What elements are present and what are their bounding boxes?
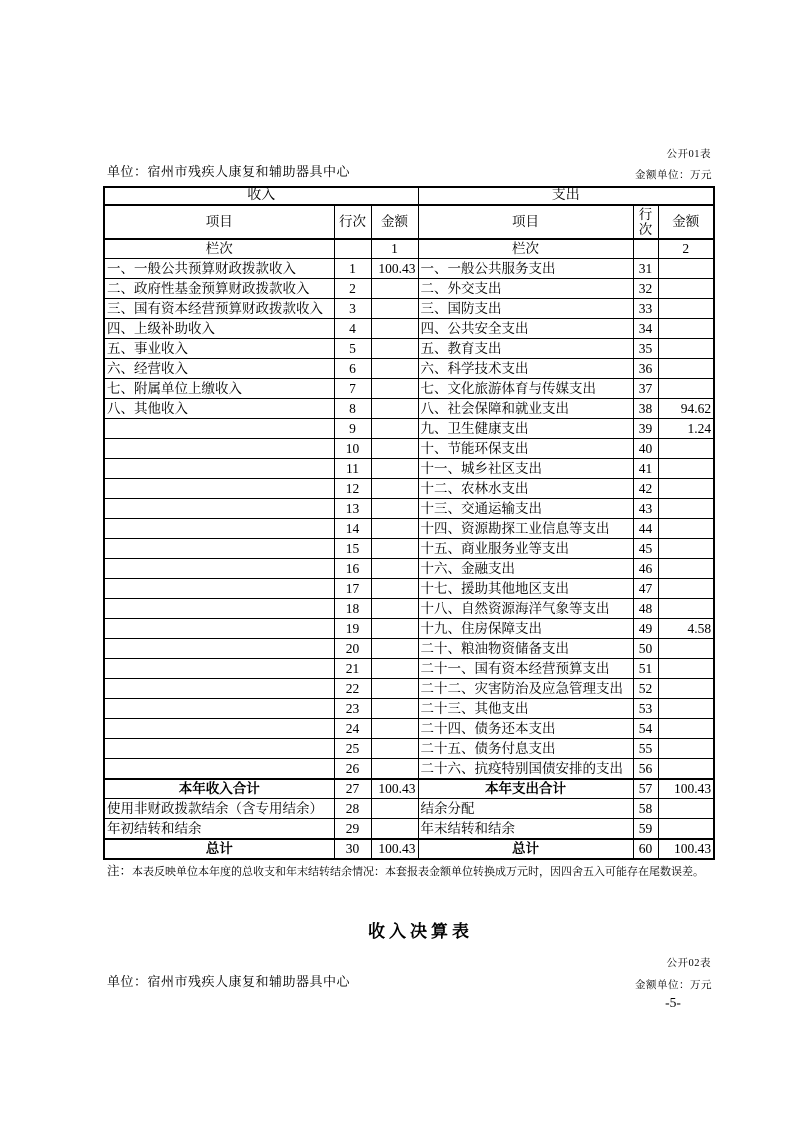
expense-item-cell: 二十三、其他支出 [418,699,633,719]
form-number-label-2: 公开02表 [666,958,711,969]
income-amount-cell [371,619,418,639]
expense-line-cell: 50 [633,639,658,659]
expense-amount-cell [658,519,714,539]
income-item-cell [104,679,334,699]
income-amount-cell [371,439,418,459]
income-item-cell [104,459,334,479]
income-line-cell: 2 [334,279,371,299]
expense-item-cell: 总计 [418,839,633,859]
expense-item-cell: 十五、商业服务业等支出 [418,539,633,559]
income-line-cell: 29 [334,819,371,839]
expense-amount-cell: 100.43 [658,839,714,859]
income-line-cell: 6 [334,359,371,379]
income-amount-index: 1 [371,239,418,259]
income-line-cell: 12 [334,479,371,499]
expense-item-cell: 十七、援助其他地区支出 [418,579,633,599]
income-line-cell: 1 [334,259,371,279]
expense-item-cell: 二十二、灾害防治及应急管理支出 [418,679,633,699]
page-number: -5- [665,995,681,1010]
expense-item-cell: 十二、农林水支出 [418,479,633,499]
expense-item-cell: 四、公共安全支出 [418,319,633,339]
expense-item-cell: 二十四、债务还本支出 [418,719,633,739]
table-footnote [107,861,707,880]
table-row [104,559,714,579]
income-line-cell: 19 [334,619,371,639]
amount-unit-label-1: 金额单位：万元 [635,170,712,181]
table-row [104,599,714,619]
expense-item-cell: 结余分配 [418,799,633,819]
expense-line-cell: 43 [633,499,658,519]
expense-line-cell: 44 [633,519,658,539]
income-item-cell: 使用非财政拨款结余（含专用结余） [104,799,334,819]
income-item-cell: 二、政府性基金预算财政拨款收入 [104,279,334,299]
table-row [104,379,714,399]
expense-item-cell: 十一、城乡社区支出 [418,459,633,479]
expense-line-cell: 54 [633,719,658,739]
footnote-prefix: 注： [107,864,133,878]
income-amount-cell [371,559,418,579]
income-amount-cell [371,359,418,379]
table-row [104,339,714,359]
income-item-cell: 七、附属单位上缴收入 [104,379,334,399]
income-amount-cell: 100.43 [371,839,418,859]
expense-item-cell: 十、节能环保支出 [418,439,633,459]
expense-item-cell: 六、科学技术支出 [418,359,633,379]
table-row [104,619,714,639]
expense-amount-cell [658,659,714,679]
next-table-title: 收入决算表 [368,922,473,941]
table-row [104,259,714,279]
table-row [104,639,714,659]
income-amount-cell [371,699,418,719]
income-item-cell [104,519,334,539]
expense-line-cell: 47 [633,579,658,599]
expense-item-cell: 十六、金融支出 [418,559,633,579]
expense-line-index-empty [633,239,658,259]
income-line-cell: 24 [334,719,371,739]
expense-amount-cell [658,539,714,559]
expense-item-cell: 一、一般公共服务支出 [418,259,633,279]
income-item-cell: 一、一般公共预算财政拨款收入 [104,259,334,279]
expense-amount-cell [658,759,714,779]
expense-line-cell: 48 [633,599,658,619]
expense-line-cell: 42 [633,479,658,499]
expense-amount-cell [658,439,714,459]
income-item-cell: 总计 [104,839,334,859]
table-row [104,659,714,679]
table-row [104,779,714,799]
form-number-label-1: 公开01表 [666,149,711,160]
income-amount-cell [371,539,418,559]
income-amount-cell [371,799,418,819]
table-row [104,319,714,339]
expense-amount-cell [658,559,714,579]
income-amount-cell [371,299,418,319]
income-amount-cell [371,599,418,619]
expense-amount-cell [658,719,714,739]
income-item-cell: 三、国有资本经营预算财政拨款收入 [104,299,334,319]
expense-amount-cell [658,599,714,619]
table-row [104,819,714,839]
income-amount-cell [371,579,418,599]
income-line-cell: 4 [334,319,371,339]
expense-line-cell: 37 [633,379,658,399]
table-body [104,259,714,859]
expense-amount-cell [658,459,714,479]
income-item-cell: 五、事业收入 [104,339,334,359]
income-item-cell [104,699,334,719]
expense-line-cell: 51 [633,659,658,679]
expense-amount-cell: 1.24 [658,419,714,439]
expense-item-cell: 五、教育支出 [418,339,633,359]
income-item-cell [104,479,334,499]
income-line-cell: 17 [334,579,371,599]
income-amount-cell [371,679,418,699]
table-row [104,399,714,419]
income-line-cell: 14 [334,519,371,539]
income-amount-cell [371,279,418,299]
expense-line-cell: 56 [633,759,658,779]
expense-line-cell: 33 [633,299,658,319]
income-amount-cell [371,379,418,399]
expense-amount-cell [658,479,714,499]
income-line-index-empty [334,239,371,259]
expense-item-cell: 二十、粮油物资储备支出 [418,639,633,659]
income-line-cell: 3 [334,299,371,319]
table-row [104,699,714,719]
income-item-cell: 年初结转和结余 [104,819,334,839]
table-row [104,439,714,459]
table-row [104,719,714,739]
expense-line-no-header: 行次 [633,205,658,239]
table-row [104,799,714,819]
income-line-no-header: 行次 [334,205,371,239]
income-amount-cell [371,459,418,479]
income-amount-cell [371,519,418,539]
table-row [104,759,714,779]
expense-line-cell: 60 [633,839,658,859]
unit-name-line-2: 单位：宿州市残疾人康复和辅助器具中心 [107,974,351,989]
expense-line-cell: 39 [633,419,658,439]
expense-amount-cell: 4.58 [658,619,714,639]
expense-item-cell: 年末结转和结余 [418,819,633,839]
income-amount-cell [371,499,418,519]
final-accounts-summary-table [103,186,715,860]
income-line-cell: 10 [334,439,371,459]
income-line-cell: 22 [334,679,371,699]
income-item-cell [104,599,334,619]
income-item-cell: 八、其他收入 [104,399,334,419]
income-item-cell [104,659,334,679]
table-row [104,359,714,379]
income-line-cell: 27 [334,779,371,799]
income-line-cell: 16 [334,559,371,579]
expense-line-cell: 31 [633,259,658,279]
income-line-cell: 7 [334,379,371,399]
income-item-cell: 本年收入合计 [104,779,334,799]
expense-line-cell: 32 [633,279,658,299]
income-line-cell: 5 [334,339,371,359]
expense-amount-cell [658,499,714,519]
expense-item-cell: 二十一、国有资本经营预算支出 [418,659,633,679]
income-item-cell [104,559,334,579]
expense-amount-cell [658,259,714,279]
income-item-cell [104,499,334,519]
income-amount-cell [371,639,418,659]
income-item-cell [104,639,334,659]
expense-item-cell: 三、国防支出 [418,299,633,319]
unit-name-line-1: 单位：宿州市残疾人康复和辅助器具中心 [107,164,351,179]
expense-line-cell: 49 [633,619,658,639]
income-section-header: 收入 [104,187,418,205]
expense-item-cell: 二十五、债务付息支出 [418,739,633,759]
income-amount-cell [371,739,418,759]
table-row [104,519,714,539]
section-header-row [104,187,714,205]
table-row [104,499,714,519]
expense-section-header: 支出 [418,187,714,205]
expense-amount-cell [658,339,714,359]
expense-line-cell: 58 [633,799,658,819]
income-amount-cell [371,399,418,419]
expense-item-cell: 本年支出合计 [418,779,633,799]
expense-item-cell: 七、文化旅游体育与传媒支出 [418,379,633,399]
expense-line-cell: 57 [633,779,658,799]
income-line-cell: 11 [334,459,371,479]
expense-line-cell: 34 [633,319,658,339]
expense-line-cell: 45 [633,539,658,559]
income-amount-cell: 100.43 [371,259,418,279]
income-line-cell: 15 [334,539,371,559]
expense-item-cell: 九、卫生健康支出 [418,419,633,439]
expense-item-cell: 十九、住房保障支出 [418,619,633,639]
income-amount-cell [371,719,418,739]
expense-line-cell: 41 [633,459,658,479]
expense-amount-header: 金额 [658,205,714,239]
income-line-cell: 8 [334,399,371,419]
table-row [104,739,714,759]
income-item-cell [104,439,334,459]
column-header-row [104,205,714,239]
expense-amount-cell [658,819,714,839]
table-row [104,299,714,319]
expense-item-cell: 十八、自然资源海洋气象等支出 [418,599,633,619]
income-item-cell [104,539,334,559]
income-amount-cell [371,759,418,779]
expense-amount-cell [658,359,714,379]
income-amount-cell [371,419,418,439]
expense-amount-cell [658,319,714,339]
table-row [104,479,714,499]
expense-line-cell: 46 [633,559,658,579]
expense-amount-cell [658,299,714,319]
income-amount-cell [371,319,418,339]
income-item-cell [104,739,334,759]
expense-line-cell: 55 [633,739,658,759]
expense-item-cell: 二十六、抗疫特别国债安排的支出 [418,759,633,779]
expense-amount-cell: 94.62 [658,399,714,419]
expense-amount-cell [658,579,714,599]
expense-amount-cell [658,279,714,299]
expense-item-cell: 八、社会保障和就业支出 [418,399,633,419]
income-item-cell [104,619,334,639]
expense-amount-cell [658,739,714,759]
income-line-cell: 25 [334,739,371,759]
income-line-cell: 21 [334,659,371,679]
income-line-cell: 9 [334,419,371,439]
income-column-index-label: 栏次 [104,239,334,259]
expense-amount-cell [658,799,714,819]
income-amount-cell [371,819,418,839]
income-line-cell: 13 [334,499,371,519]
expense-line-cell: 59 [633,819,658,839]
expense-amount-cell [658,379,714,399]
table-row [104,679,714,699]
table-row [104,579,714,599]
income-item-cell [104,419,334,439]
income-amount-cell: 100.43 [371,779,418,799]
income-item-header: 项目 [104,205,334,239]
expense-amount-cell: 100.43 [658,779,714,799]
income-item-cell: 四、上级补助收入 [104,319,334,339]
expense-amount-index: 2 [658,239,714,259]
expense-amount-cell [658,699,714,719]
expense-amount-cell [658,639,714,659]
income-item-cell [104,719,334,739]
expense-item-header: 项目 [418,205,633,239]
expense-item-cell: 十三、交通运输支出 [418,499,633,519]
footnote-text: 本表反映单位本年度的总收支和年末结转结余情况：本套报表金额单位转换成万元时，因四舍五入可能存在尾数误差。 [132,866,705,878]
income-line-cell: 18 [334,599,371,619]
amount-unit-label-2: 金额单位：万元 [635,980,712,991]
income-item-cell: 六、经营收入 [104,359,334,379]
income-line-cell: 23 [334,699,371,719]
table-row [104,279,714,299]
income-item-cell [104,579,334,599]
expense-line-cell: 35 [633,339,658,359]
income-amount-cell [371,479,418,499]
column-index-row [104,239,714,259]
expense-item-cell: 二、外交支出 [418,279,633,299]
income-line-cell: 28 [334,799,371,819]
expense-column-index-label: 栏次 [418,239,633,259]
expense-item-cell: 十四、资源勘探工业信息等支出 [418,519,633,539]
table-row [104,539,714,559]
expense-amount-cell [658,679,714,699]
income-amount-cell [371,339,418,359]
expense-line-cell: 53 [633,699,658,719]
income-amount-header: 金额 [371,205,418,239]
table-row [104,419,714,439]
income-amount-cell [371,659,418,679]
table-row [104,839,714,859]
expense-line-cell: 52 [633,679,658,699]
expense-line-cell: 38 [633,399,658,419]
income-item-cell [104,759,334,779]
income-line-cell: 26 [334,759,371,779]
income-line-cell: 20 [334,639,371,659]
expense-line-cell: 40 [633,439,658,459]
income-line-cell: 30 [334,839,371,859]
table-row [104,459,714,479]
expense-line-cell: 36 [633,359,658,379]
